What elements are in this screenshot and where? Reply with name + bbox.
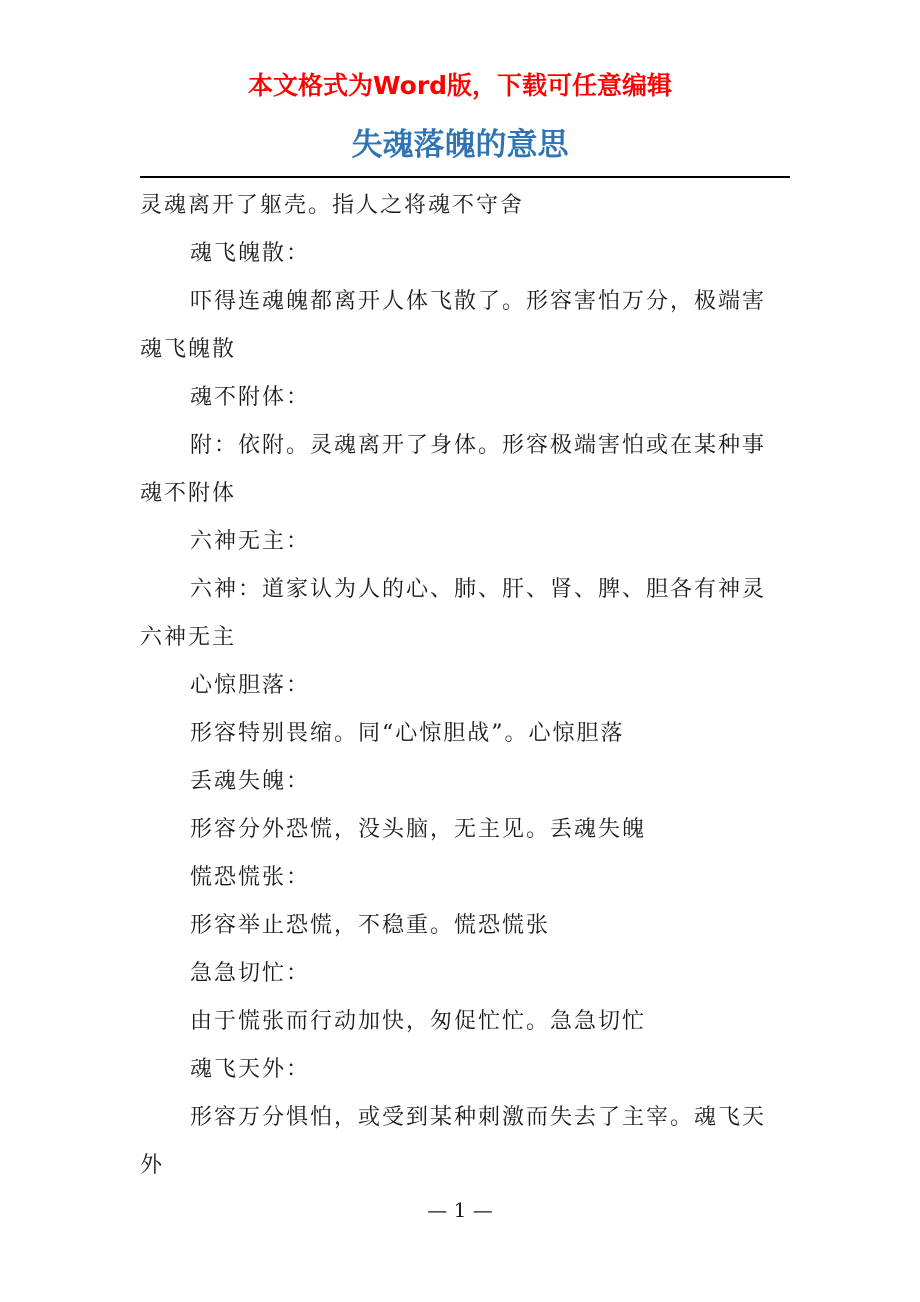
idiom-heading: 魂不附体： [190,385,311,410]
word-format-banner: 本文格式为Word版，下载可任意编辑 [247,71,673,100]
idiom-definition-continuation: 魂不附体 [140,481,237,506]
idiom-definition: 吓得连魂魄都离开人体飞散了。形容害怕万分，极端害 [190,289,767,314]
idiom-heading: 魂飞天外： [190,1057,311,1082]
idiom-heading: 六神无主： [190,529,311,554]
idiom-heading: 魂飞魄散： [190,241,311,266]
idiom-heading: 心惊胆落： [190,673,311,698]
idiom-definition: 由于慌张而行动加快，匆促忙忙。急急切忙 [190,1009,647,1034]
idiom-heading: 慌恐慌张： [190,865,311,890]
idiom-definition: 形容万分惧怕，或受到某种刺激而失去了主宰。魂飞天 [190,1105,767,1130]
idiom-definition: 形容分外恐慌，没头脑，无主见。丢魂失魄 [190,817,647,842]
idiom-definition: 形容举止恐慌，不稳重。慌恐慌张 [190,913,551,938]
idiom-heading: 丢魂失魄： [190,769,311,794]
title-underline-rule [140,176,790,178]
idiom-definition: 形容特别畏缩。同“心惊胆战”。心惊胆落 [190,721,625,746]
idiom-definition-continuation: 魂飞魄散 [140,337,237,362]
idiom-definition: 六神：道家认为人的心、肺、肝、肾、脾、胆各有神灵 [190,577,767,602]
idiom-definition-continuation: 外 [140,1153,165,1178]
page-number: — 1 — [427,1198,493,1222]
idiom-heading: 急急切忙： [190,961,311,986]
idiom-definition: 附：依附。灵魂离开了身体。形容极端害怕或在某种事 [190,433,767,458]
idiom-definition-continuation: 六神无主 [140,625,237,650]
body-line: 灵魂离开了躯壳。指人之将魂不守舍 [140,193,525,218]
document-body [140,182,790,1190]
document-title: 失魂落魄的意思 [351,127,569,163]
